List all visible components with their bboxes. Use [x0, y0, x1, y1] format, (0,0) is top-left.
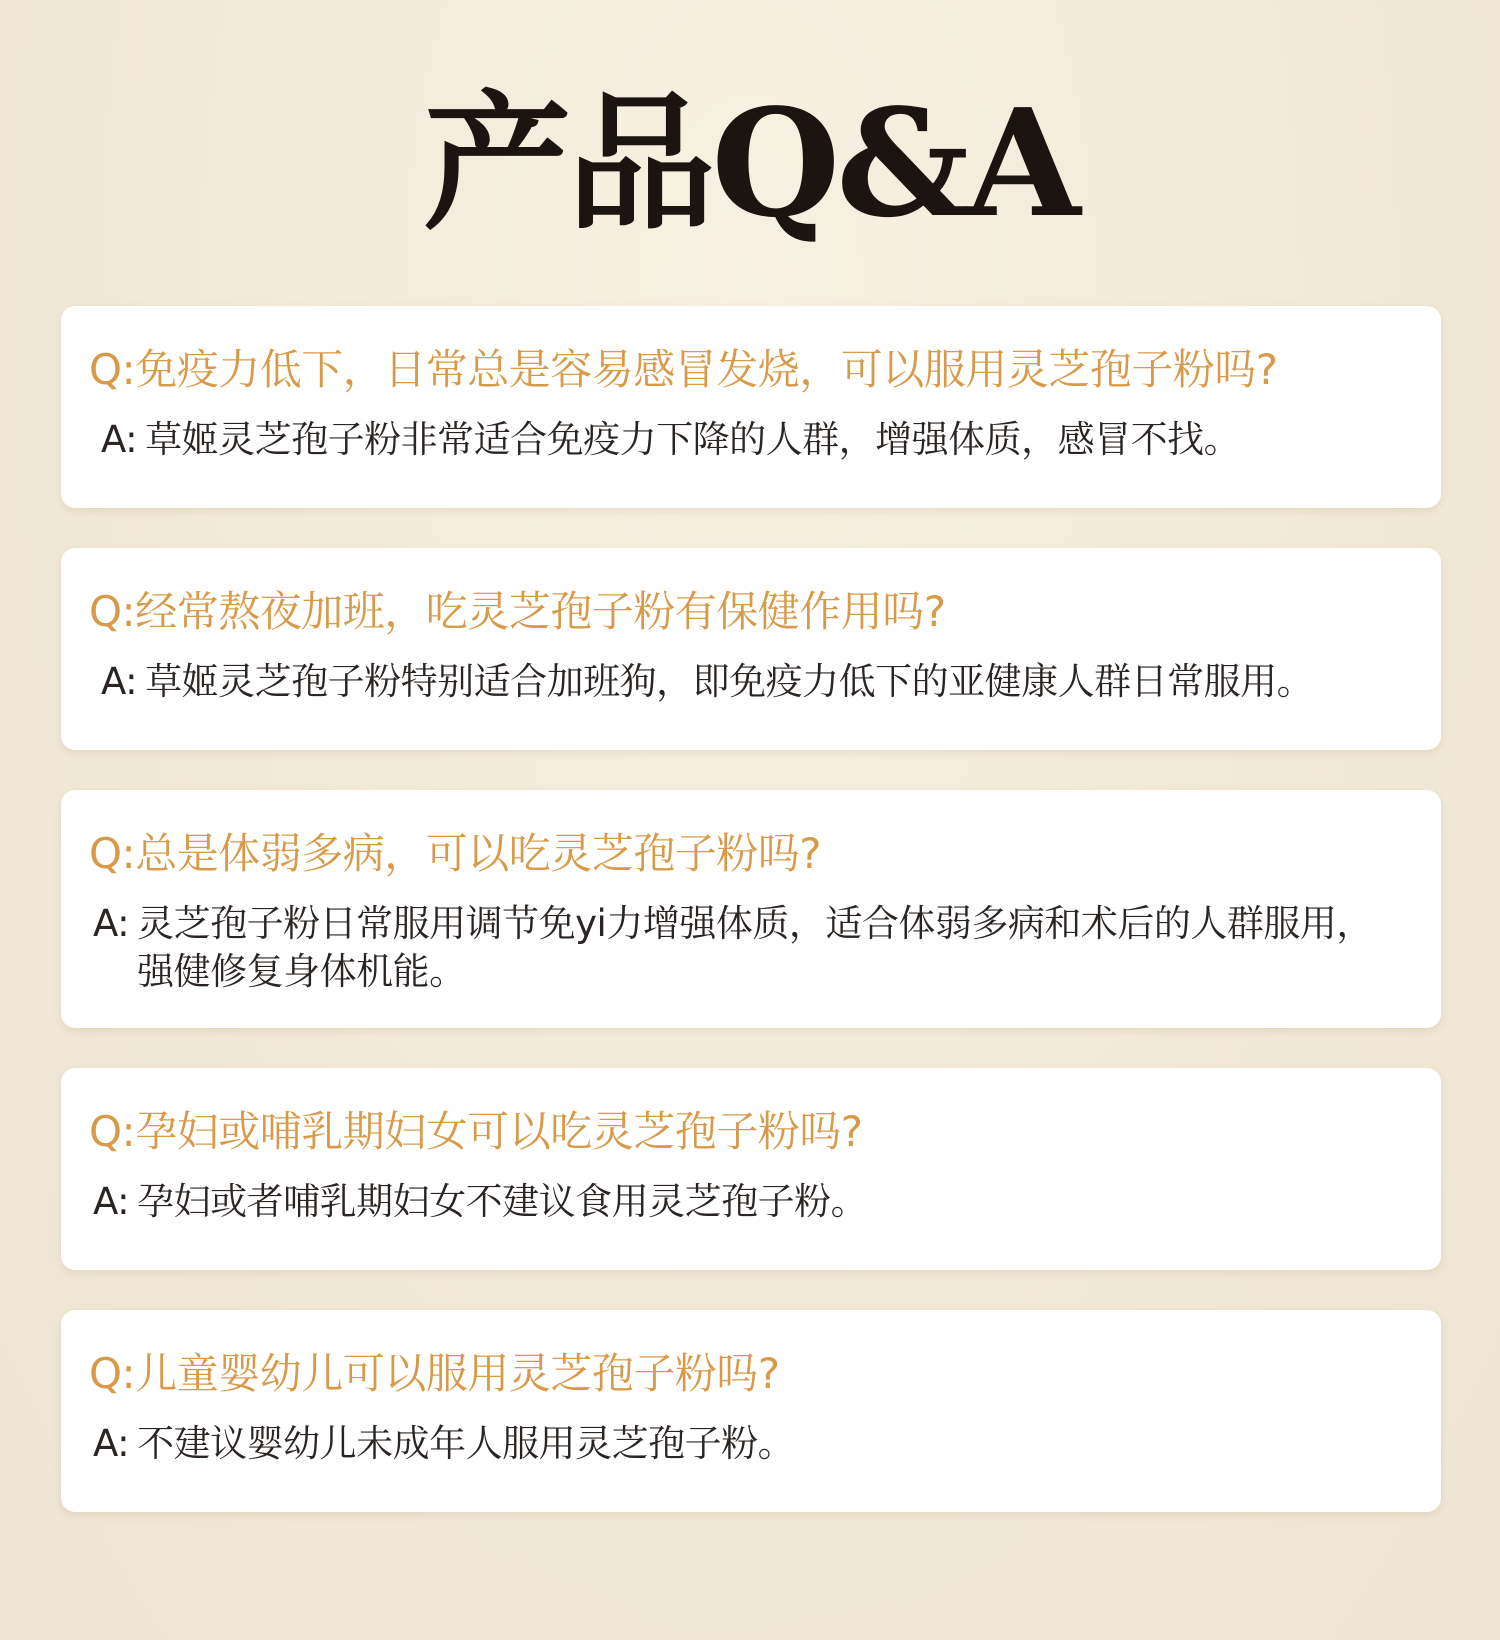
answer-text: [93, 1420, 1403, 1468]
question-prefix: Q:: [89, 587, 136, 636]
question-text: [89, 1348, 1419, 1400]
question-prefix: Q:: [89, 1107, 136, 1156]
answer-body: 灵芝孢子粉日常服用调节免yi力增强体质，适合体弱多病和术后的人群服用，强健修复身体机能。: [137, 902, 1373, 993]
qa-card: [61, 1310, 1441, 1512]
answer-prefix: A:: [93, 1422, 130, 1465]
answer-prefix: A:: [93, 1180, 130, 1223]
answer-text: [93, 1178, 1403, 1226]
answer-body: 草姬灵芝孢子粉非常适合免疫力下降的人群，增强体质，感冒不找。: [145, 418, 1241, 461]
answer-text: [101, 416, 1411, 464]
question-text: [89, 828, 1419, 880]
question-body: 儿童婴幼儿可以服用灵芝孢子粉吗?: [135, 1349, 780, 1398]
question-prefix: Q:: [89, 829, 136, 878]
answer-prefix: A:: [101, 660, 138, 703]
qa-card: [61, 790, 1441, 1028]
question-prefix: Q:: [89, 1349, 136, 1398]
qa-card: [61, 306, 1441, 508]
question-prefix: Q:: [89, 345, 136, 394]
qa-card: [61, 1068, 1441, 1270]
answer-text: [101, 658, 1411, 706]
qa-list: [61, 306, 1441, 1552]
answer-prefix: A:: [93, 902, 130, 945]
question-body: 免疫力低下，日常总是容易感冒发烧，可以服用灵芝孢子粉吗?: [135, 345, 1278, 394]
answer-body: 草姬灵芝孢子粉特别适合加班狗，即免疫力低下的亚健康人群日常服用。: [145, 660, 1314, 703]
answer-prefix: A:: [101, 418, 138, 461]
question-body: 经常熬夜加班，吃灵芝孢子粉有保健作用吗?: [135, 587, 946, 636]
answer-body: 不建议婴幼儿未成年人服用灵芝孢子粉。: [137, 1422, 795, 1465]
answer-text: [93, 900, 1403, 996]
question-text: [89, 344, 1419, 396]
question-body: 孕妇或哺乳期妇女可以吃灵芝孢子粉吗?: [135, 1107, 863, 1156]
question-body: 总是体弱多病，可以吃灵芝孢子粉吗?: [135, 829, 822, 878]
question-text: [89, 586, 1419, 638]
page-title: 产品Q&A: [423, 76, 1077, 250]
question-text: [89, 1106, 1419, 1158]
qa-card: [61, 548, 1441, 750]
answer-body: 孕妇或者哺乳期妇女不建议食用灵芝孢子粉。: [137, 1180, 868, 1223]
